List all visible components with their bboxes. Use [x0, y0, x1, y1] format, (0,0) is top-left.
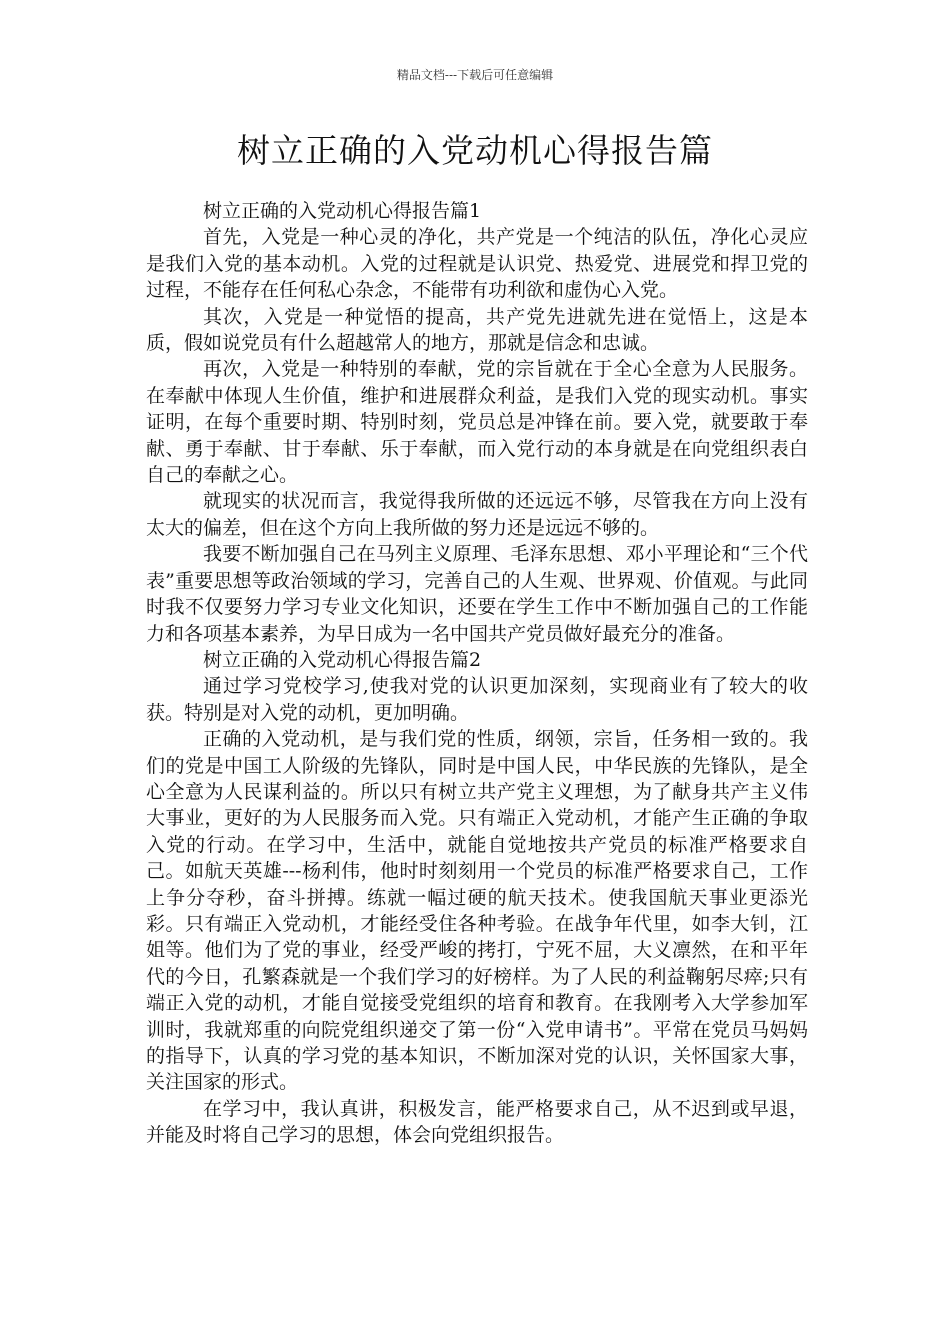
page-header: 精品文档---下载后可任意编辑 [396, 68, 554, 82]
paragraph: 我要不断加强自己在马列主义原理、毛泽东思想、邓小平理论和“三个代表”重要思想等政治领域的学习，完善自己的人生观、世界观、价值观。与此同时我不仅要努力学习专业文化知识，还要在学生工作中不断加强自己的工作能力和各项基本素养，为早日成为一名中国共产党员做好最充分的准备。 [146, 543, 808, 645]
section-heading-2: 树立正确的入党动机心得报告篇2 [203, 648, 482, 671]
paragraph: 正确的入党动机，是与我们党的性质，纲领，宗旨，任务相一致的。我们的党是中国工人阶级的先锋队，同时是中国人民，中华民族的先锋队，是全心全意为人民谋利益的。所以只有树立共产党主义理想，为了献身共产主义伟大事业，更好的为人民服务而入党。只有端正入党动机，才能产生正确的争取入党的行动。在学习中，生活中，就能自觉地按共产党员的标准严格要求自己。如航天英雄---杨利伟，他时时刻刻用一个党员的标准严格要求自己，工作上争分夺秒，奋斗拼搏。练就一幅过硬的航天技术。使我国航天事业更添光彩。只有端正入党动机，才能经受住各种考验。在战争年代里，如李大钊，江姐等。他们为了党的事业，经受严峻的拷打，宁死不屈，大义凛然，在和平年代的今日，孔繁森就是一个我们学习的好榜样。为了人民的利益鞠躬尽瘁;只有端正入党的动机，才能自觉接受党组织的培育和教育。在我刚考入大学参加军训时，我就郑重的向院党组织递交了第一份“入党申请书”。平常在党员马妈妈的指导下，认真的学习党的基本知识，不断加深对党的认识，关怀国家大事，关注国家的形式。 [146, 728, 808, 1094]
document-title: 树立正确的入党动机心得报告篇 [237, 131, 713, 170]
section-heading-1: 树立正确的入党动机心得报告篇1 [203, 200, 482, 222]
paragraph: 首先，入党是一种心灵的净化，共产党是一个纯洁的队伍，净化心灵应是我们入党的基本动机。入党的过程就是认识党、热爱党、进展党和捍卫党的过程，不能存在任何私心杂念，不能带有功利欲和虚伪心入党。 [146, 226, 808, 302]
paragraph: 再次，入党是一种特别的奉献，党的宗旨就在于全心全意为人民服务。在奉献中体现人生价值，维护和进展群众利益，是我们入党的现实动机。事实证明，在每个重要时期、特别时刻，党员总是冲锋在前。要入党，就要敢于奉献、勇于奉献、甘于奉献、乐于奉献，而入党行动的本身就是在向党组织表白自己的奉献之心。 [146, 358, 808, 487]
document-body [146, 198, 808, 1149]
paragraph: 通过学习党校学习,使我对党的认识更加深刻，实现商业有了较大的收获。特别是对入党的动机，更加明确。 [146, 675, 808, 724]
paragraph: 其次，入党是一种觉悟的提高，共产党先进就先进在觉悟上，这是本质，假如说党员有什么超越常人的地方，那就是信念和忠诚。 [146, 305, 808, 355]
paragraph: 就现实的状况而言，我觉得我所做的还远远不够，尽管我在方向上没有太大的偏差，但在这个方向上我所做的努力还是远远不够的。 [146, 490, 808, 539]
paragraph: 在学习中，我认真讲，积极发言，能严格要求自己，从不迟到或早退，并能及时将自己学习的思想，体会向党组织报告。 [146, 1097, 808, 1147]
